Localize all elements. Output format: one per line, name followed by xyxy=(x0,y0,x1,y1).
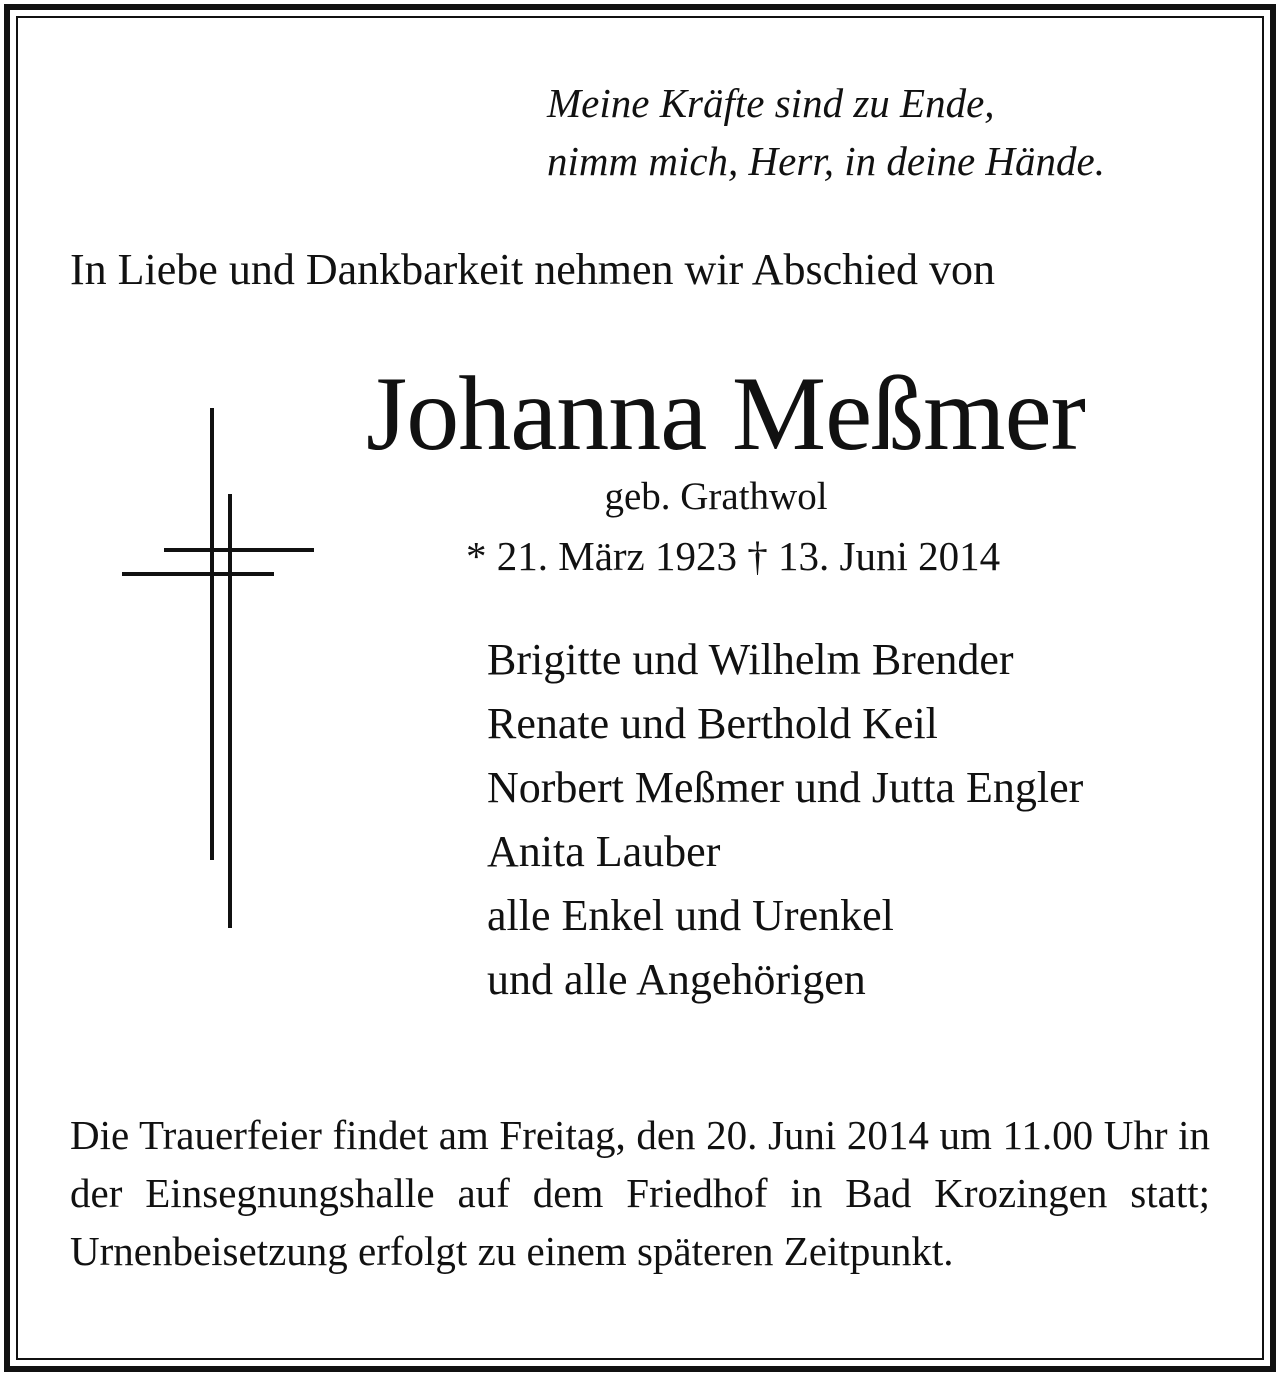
maiden-name: geb. Grathwol xyxy=(604,475,828,518)
cross-icon xyxy=(118,404,318,934)
mourner-entry: alle Enkel und Urenkel xyxy=(487,891,894,940)
funeral-service-notice: Die Trauerfeier findet am Freitag, den 20. Juni 2014 um 11.00 Uhr in der Einsegnungshalle auf dem Friedhof in Bad Krozingen statt; Urnenbeisetzung erfolgt zu einem späteren Zeitpunkt. xyxy=(70,1112,1210,1274)
mourner-entry: Brigitte und Wilhelm Brender xyxy=(487,635,1014,684)
motto-line-2: nimm mich, Herr, in deine Hände. xyxy=(547,138,1105,184)
mourners-list xyxy=(487,628,1083,1012)
deceased-name: Johanna Meßmer xyxy=(366,355,1085,472)
mourner-entry: und alle Angehörigen xyxy=(487,955,866,1004)
mourner-entry: Anita Lauber xyxy=(487,827,721,876)
farewell-intro: In Liebe und Dankbarkeit nehmen wir Abschied von xyxy=(70,245,995,294)
mourner-entry: Norbert Meßmer und Jutta Engler xyxy=(487,763,1084,812)
life-dates: * 21. März 1923 † 13. Juni 2014 xyxy=(466,533,1001,579)
mourner-entry: Renate und Berthold Keil xyxy=(487,699,938,748)
motto-verse xyxy=(547,74,1105,190)
motto-line-1: Meine Kräfte sind zu Ende, xyxy=(547,80,995,126)
